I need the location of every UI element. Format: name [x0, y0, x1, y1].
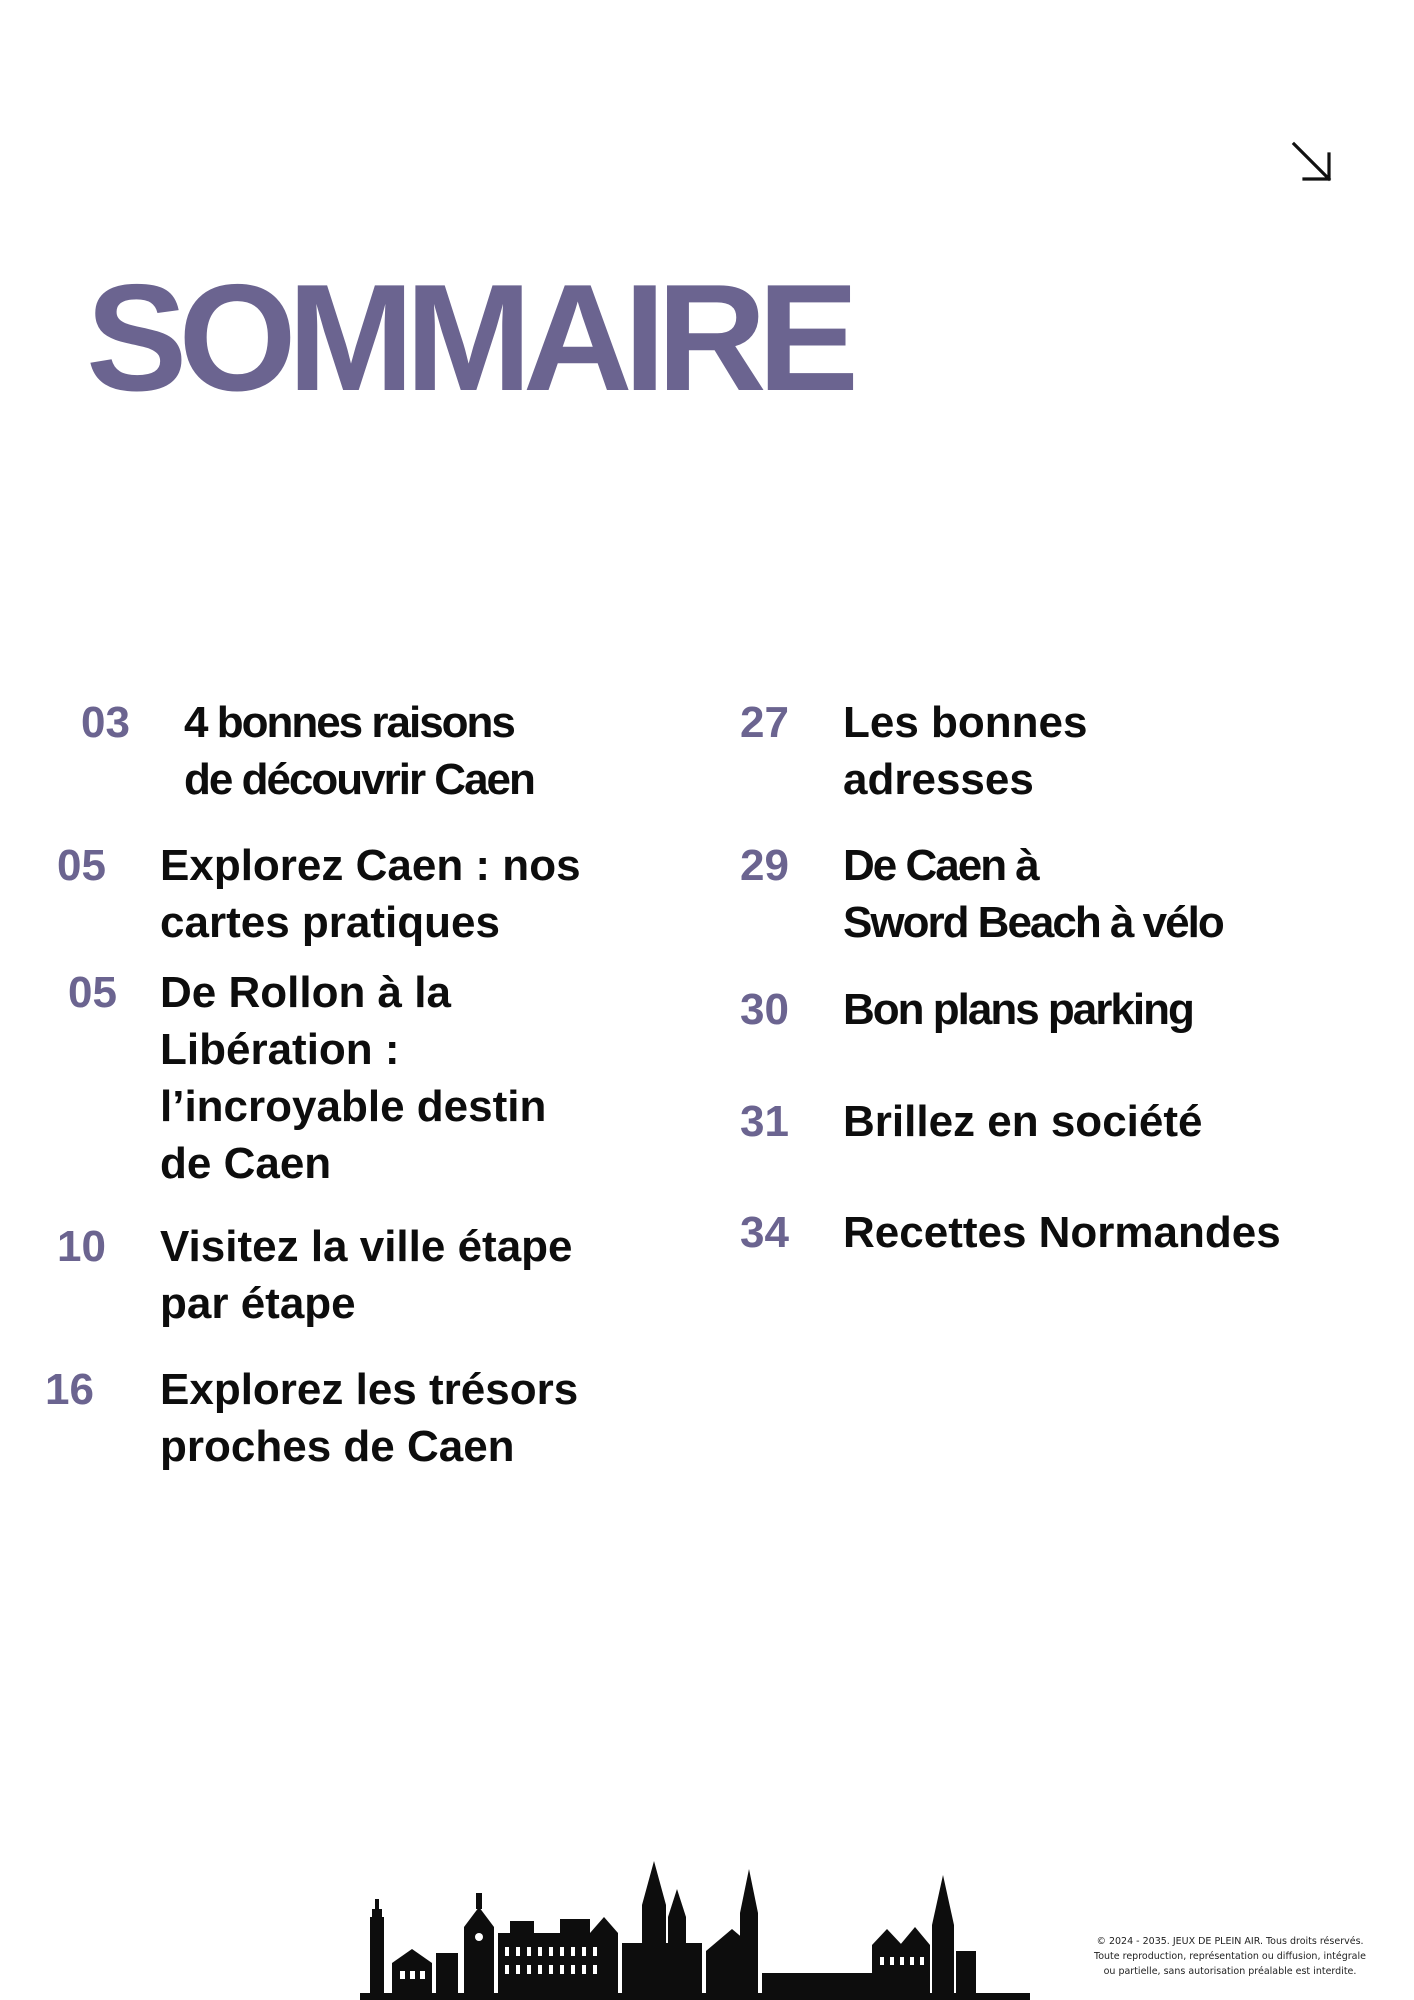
- toc-entry[interactable]: [0, 694, 700, 814]
- toc-entry[interactable]: [720, 1093, 1380, 1153]
- toc-page-number: 27: [740, 698, 789, 747]
- toc-entry-title: Bon plans parking: [843, 985, 1193, 1034]
- toc-entry-title: Les bonnes adresses: [843, 698, 1088, 804]
- toc-entry-title: Visitez la ville étape par étape: [160, 1222, 573, 1328]
- toc-page-number: 31: [740, 1097, 789, 1146]
- toc-entry-title: Brillez en société: [843, 1097, 1203, 1146]
- toc-page-number: 05: [57, 841, 106, 890]
- toc-page-number: 05: [68, 968, 117, 1017]
- toc-page-number: 16: [45, 1365, 94, 1414]
- toc-entry-title: 4 bonnes raisons de découvrir Caen: [184, 698, 534, 804]
- toc-page-number: 29: [740, 841, 789, 890]
- toc-entry[interactable]: [0, 837, 700, 957]
- toc-page-number: 10: [57, 1222, 106, 1271]
- toc-entry[interactable]: [720, 837, 1380, 957]
- toc-entry-title: De Rollon à la Libération : l’incroyable destin de Caen: [160, 968, 547, 1188]
- city-skyline-silhouette-icon: [360, 1855, 1030, 2000]
- toc-entry[interactable]: [0, 1361, 700, 1481]
- toc-entry-title: Recettes Normandes: [843, 1208, 1281, 1257]
- toc-entry[interactable]: [0, 1218, 700, 1338]
- toc-entry-title: Explorez Caen : nos cartes pratiques: [160, 841, 581, 947]
- toc-entry[interactable]: [720, 1204, 1380, 1264]
- toc-entry[interactable]: [720, 981, 1380, 1041]
- arrow-down-right-icon: [1290, 140, 1334, 184]
- toc-entry[interactable]: [0, 964, 700, 1199]
- toc-entry-title: De Caen à Sword Beach à vélo: [843, 841, 1223, 947]
- toc-entry-title: Explorez les trésors proches de Caen: [160, 1365, 579, 1471]
- toc-entry[interactable]: [720, 694, 1380, 814]
- copyright-notice: © 2024 - 2035. JEUX DE PLEIN AIR. Tous droits réservés. Toute reproduction, représentation ou diffusion, intégrale ou partielle, sans autorisation préalable est interdite.: [1094, 1936, 1366, 1977]
- toc-page-number: 34: [740, 1208, 789, 1257]
- toc-page-number: 30: [740, 985, 789, 1034]
- page-title: SOMMAIRE: [86, 253, 850, 423]
- toc-page-number: 03: [81, 698, 130, 747]
